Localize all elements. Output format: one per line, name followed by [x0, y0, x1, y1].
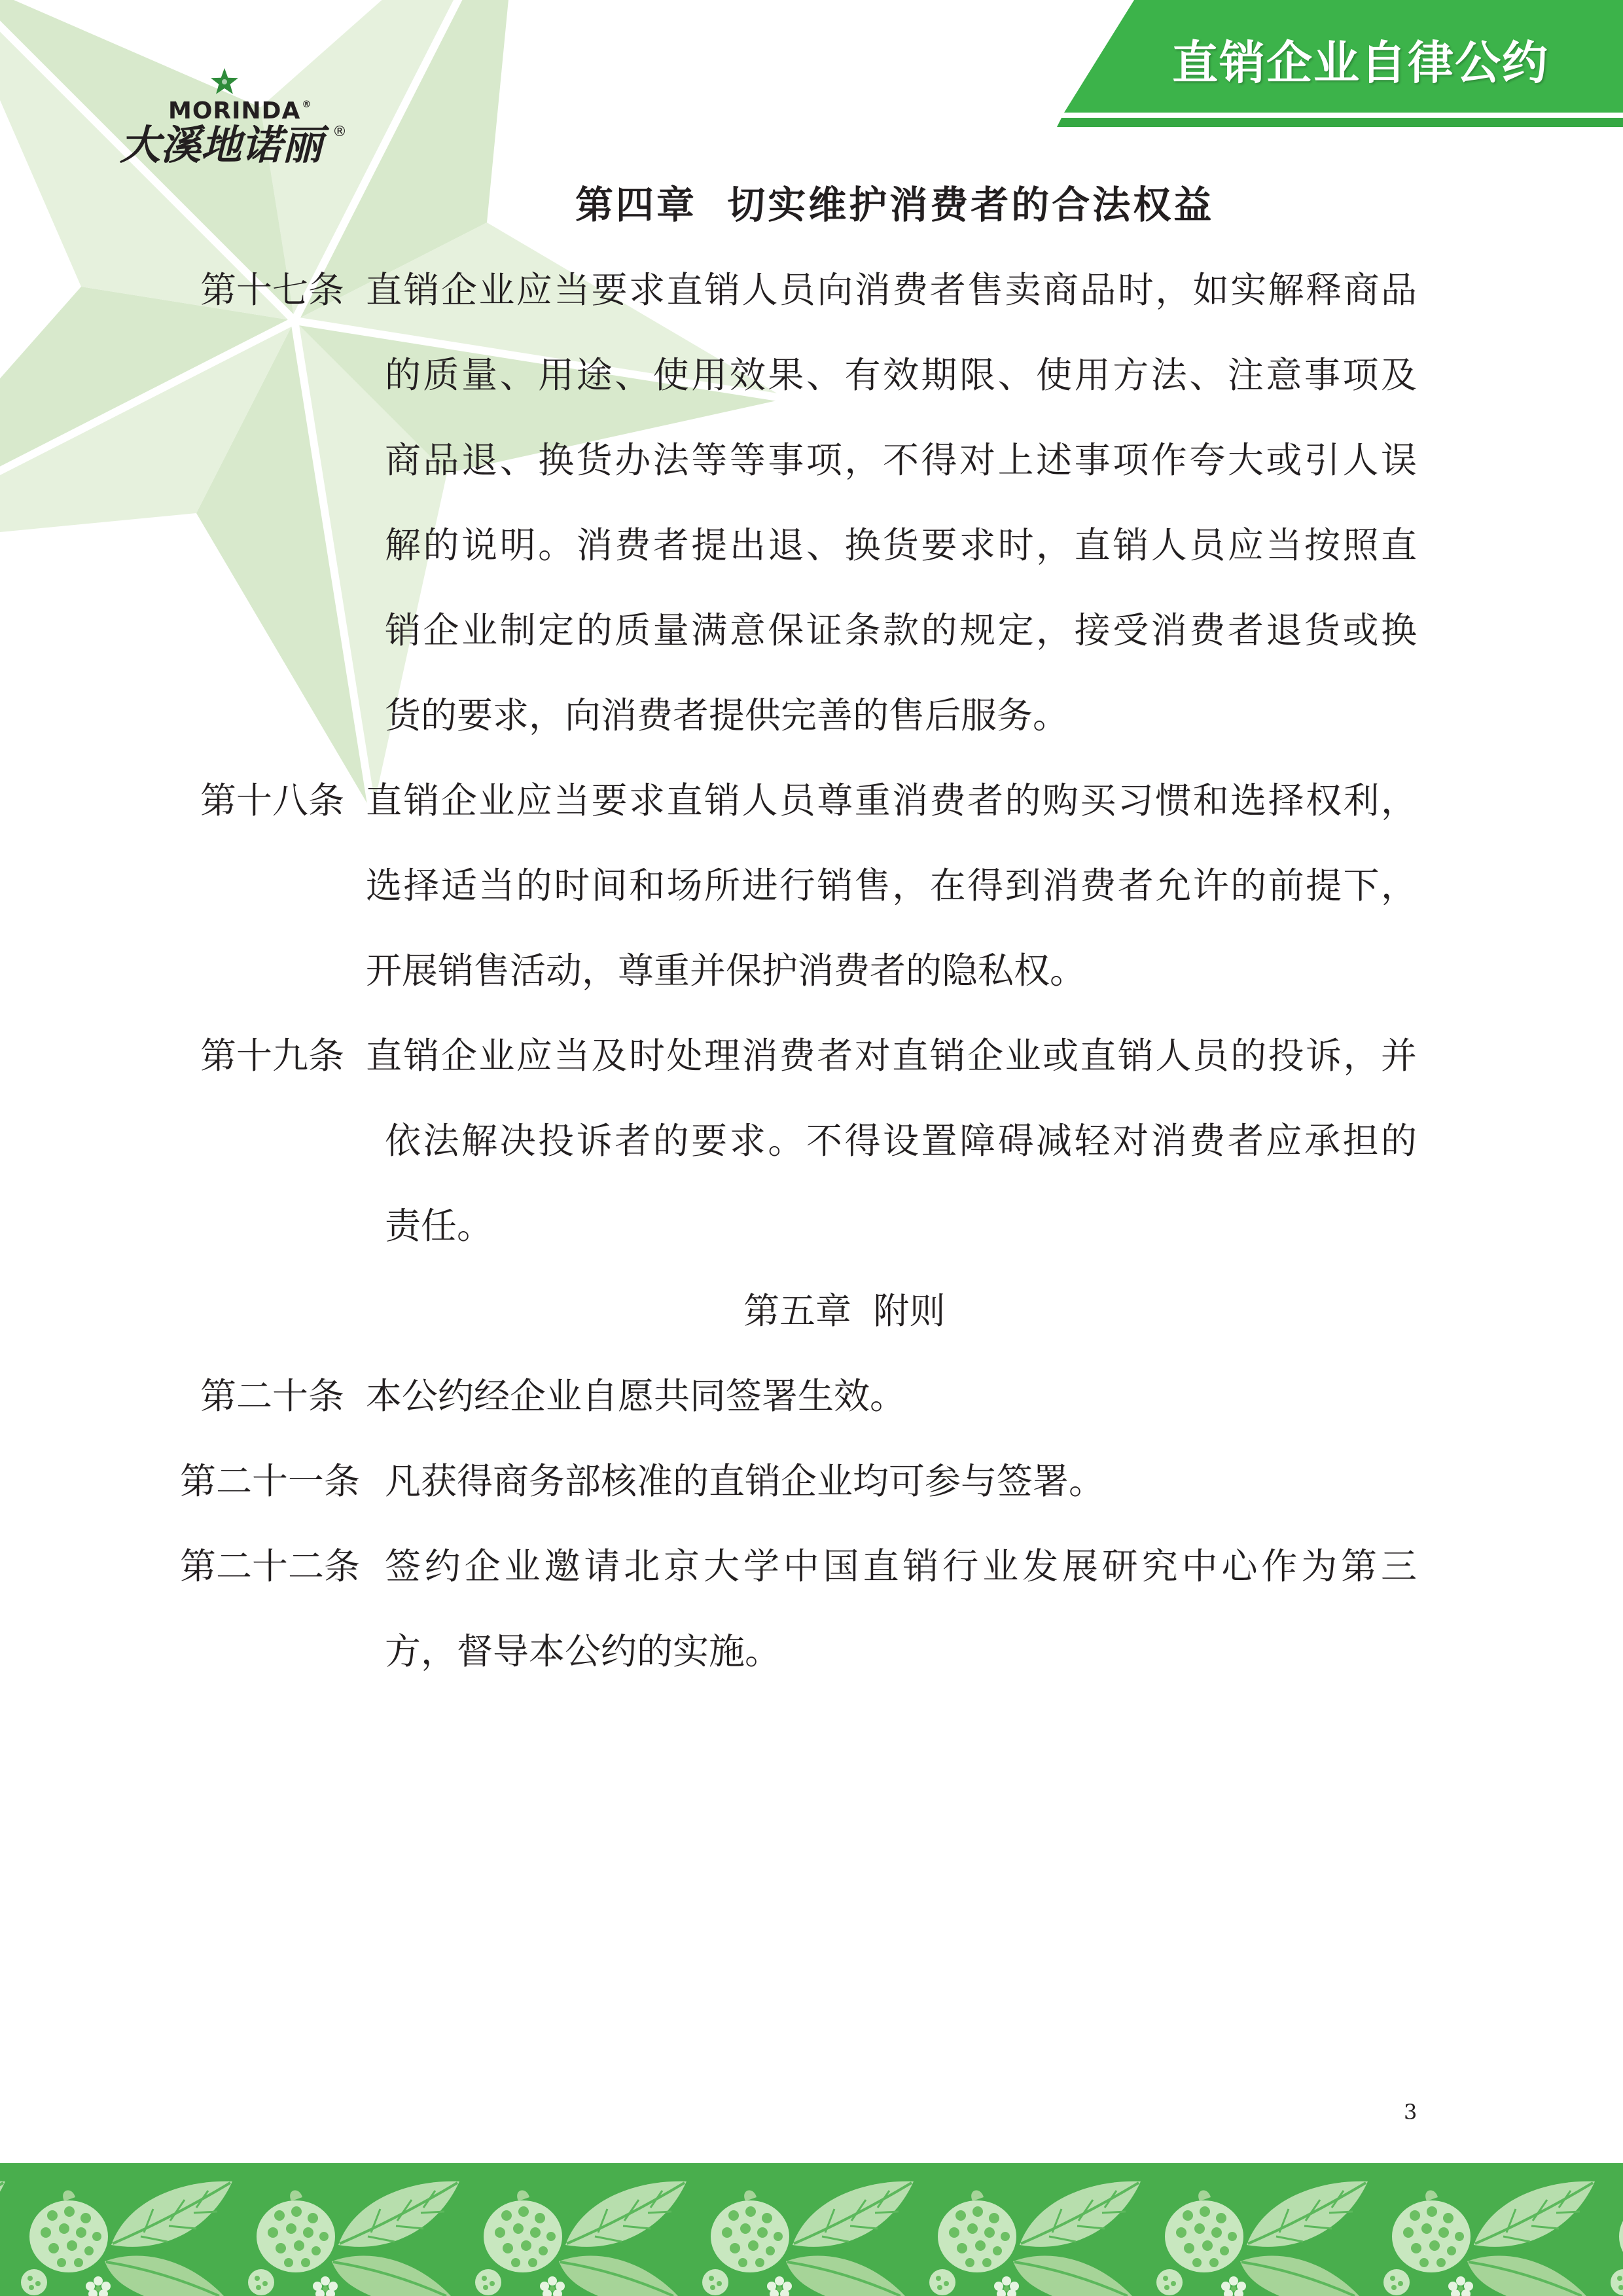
article-18-label: 第十八条	[200, 780, 345, 821]
article-17-line: 商品退、换货办法等等事项，不得对上述事项作夸大或引人误	[385, 439, 1417, 481]
footer-leaf-pattern	[0, 2163, 1623, 2296]
logo-cn-registered-mark: ®	[332, 124, 347, 140]
article-21-label: 第二十一条	[180, 1460, 361, 1502]
article-17-line: 销企业制定的质量满意保证条款的规定，接受消费者退货或换	[385, 609, 1417, 651]
banner-underline-stripe	[1057, 118, 1623, 127]
article-22-label: 第二十二条	[180, 1545, 361, 1587]
article-20-line: 本公约经企业自愿共同签署生效。	[366, 1375, 906, 1417]
article-20-label: 第二十条	[200, 1375, 345, 1417]
article-22-line: 签约企业邀请北京大学中国直销行业发展研究中心作为第三	[385, 1545, 1417, 1587]
article-17-line: 的质量、用途、使用效果、有效期限、使用方法、注意事项及	[385, 354, 1417, 396]
page-number: 3	[1404, 2100, 1418, 2125]
article-17-line: 解的说明。消费者提出退、换货要求时，直销人员应当按照直	[385, 524, 1417, 566]
logo-brand-cn: 大溪地诺丽	[120, 121, 323, 169]
banner-title: 直销企业自律公约	[1172, 36, 1549, 90]
article-18-line: 直销企业应当要求直销人员尊重消费者的购买习惯和选择权利，	[366, 780, 1417, 821]
article-19-label: 第十九条	[200, 1035, 345, 1077]
article-17-line: 货的要求，向消费者提供完善的售后服务。	[385, 694, 1069, 736]
article-19-line: 直销企业应当及时处理消费者对直销企业或直销人员的投诉，并	[366, 1035, 1417, 1077]
chapter-4-title: 第四章 切实维护消费者的合法权益	[575, 183, 1215, 227]
article-22-line: 方，督导本公约的实施。	[385, 1630, 781, 1672]
article-18-line: 选择适当的时间和场所进行销售，在得到消费者允许的前提下，	[366, 865, 1417, 906]
article-19-line: 责任。	[385, 1205, 493, 1247]
article-19-line: 依法解决投诉者的要求。不得设置障碍减轻对消费者应承担的	[385, 1120, 1417, 1162]
footer-leaf-band	[0, 2163, 1623, 2296]
star-icon	[209, 67, 240, 98]
article-17-line: 直销企业应当要求直销人员向消费者售卖商品时，如实解释商品	[366, 269, 1417, 311]
article-18-line: 开展销售活动，尊重并保护消费者的隐私权。	[366, 950, 1086, 992]
chapter-5-title: 第五章 附则	[743, 1290, 946, 1332]
logo-brand-en-text: MORINDA	[168, 98, 301, 124]
article-21-line: 凡获得商务部核准的直销企业均可参与签署。	[385, 1460, 1105, 1502]
logo-brand-en	[168, 98, 312, 124]
article-17-label: 第十七条	[200, 269, 345, 311]
logo-registered-mark: ®	[302, 99, 312, 110]
